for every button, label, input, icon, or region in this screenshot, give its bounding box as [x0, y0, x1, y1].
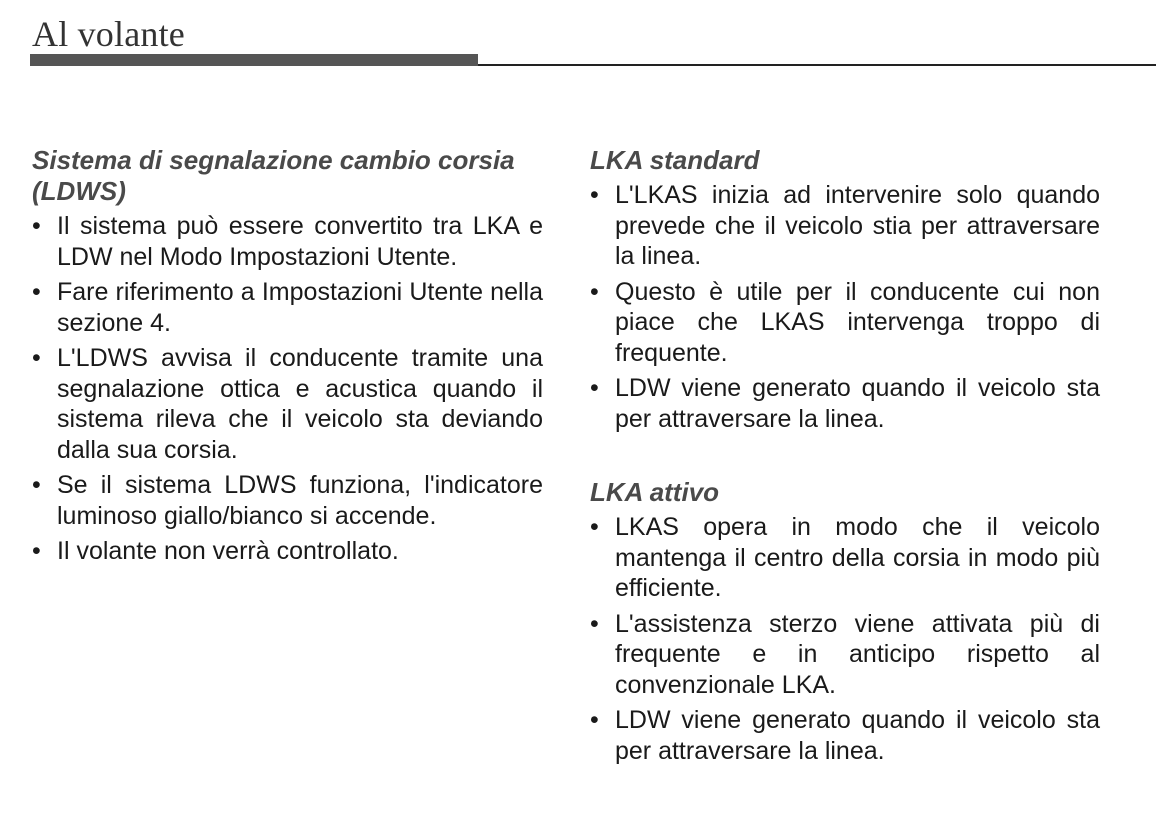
bullet-icon: •: [32, 537, 41, 565]
left-column: [32, 145, 543, 572]
bullet-icon: •: [590, 513, 599, 541]
list-item: [590, 609, 1100, 701]
list-item: [590, 705, 1100, 766]
header-rule-thick: [30, 54, 478, 66]
list-item: [590, 277, 1100, 369]
list-item: [32, 536, 543, 567]
list-item: [32, 277, 543, 338]
bullet-icon: •: [32, 278, 41, 306]
bullet-icon: •: [32, 471, 41, 499]
list-item-text: Fare riferimento a Impostazioni Utente nella sezione 4.: [57, 278, 543, 337]
bullet-icon: •: [590, 374, 599, 402]
bullet-icon: •: [590, 706, 599, 734]
lka-standard-title: LKA standard: [590, 145, 760, 175]
list-item-text: LDW viene generato quando il veicolo sta per attraversare la linea.: [615, 374, 1100, 433]
bullet-icon: •: [32, 212, 41, 240]
bullet-icon: •: [590, 181, 599, 209]
lka-attivo-bullet-list: [590, 512, 1100, 766]
list-item: [32, 211, 543, 272]
bullet-icon: •: [590, 277, 599, 306]
list-item: [32, 470, 543, 531]
list-item-text: Il volante non verrà controllato.: [57, 537, 399, 565]
bullet-icon: •: [32, 344, 41, 372]
right-column: [590, 145, 1100, 771]
list-item: [32, 343, 543, 465]
lka-standard-bullet-list: [590, 180, 1100, 434]
bullet-icon: •: [590, 609, 599, 638]
list-item-text: L'LDWS avvisa il conducente tramite una segnalazione ottica e acustica quando il sistema rileva che il veicolo sta deviando dalla sua corsia.: [57, 344, 543, 464]
section-spacer: [590, 439, 1100, 477]
list-item-text: L'assistenza sterzo viene attivata più di frequente e in anticipo rispetto al convenzionale LKA.: [615, 609, 1100, 699]
page-title: Al volante: [32, 14, 185, 54]
list-item: [590, 373, 1100, 434]
list-item-text: Il sistema può essere convertito tra LKA e LDW nel Modo Impostazioni Utente.: [57, 212, 543, 271]
list-item: [590, 512, 1100, 604]
lka-attivo-title: LKA attivo: [590, 477, 720, 507]
list-item-text: LDW viene generato quando il veicolo sta per attraversare la linea.: [615, 706, 1100, 765]
list-item-text: Se il sistema LDWS funziona, l'indicatore luminoso giallo/bianco si accende.: [57, 471, 543, 530]
ldws-section-title: Sistema di segnalazione cambio corsia (LDWS): [32, 145, 515, 206]
list-item-text: L'LKAS inizia ad intervenire solo quando prevede che il veicolo stia per attraversare la linea.: [615, 181, 1100, 270]
list-item-text: Questo è utile per il conducente cui non piace che LKAS intervenga troppo di frequente.: [615, 277, 1100, 367]
list-item-text: LKAS opera in modo che il veicolo mantenga il centro della corsia in modo più efficiente.: [615, 513, 1100, 602]
ldws-bullet-list: [32, 211, 543, 567]
list-item: [590, 180, 1100, 272]
